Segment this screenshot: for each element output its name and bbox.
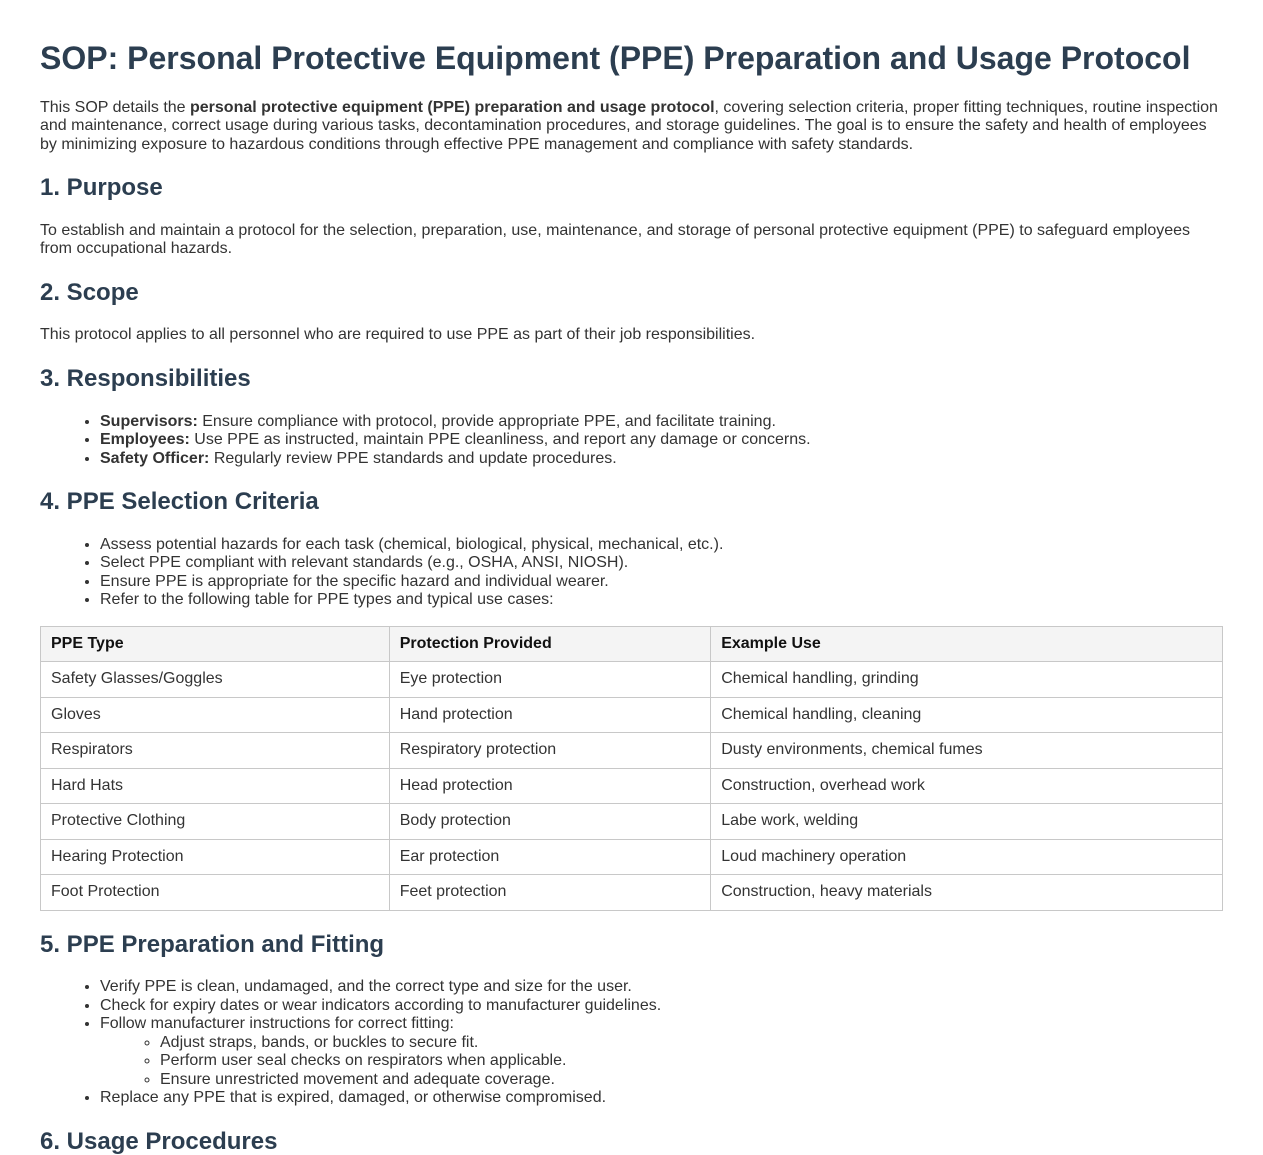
cell-protection: Ear protection: [389, 839, 711, 875]
cell-ppe-type: Foot Protection: [41, 875, 390, 911]
role-text: Use PPE as instructed, maintain PPE cleanliness, and report any damage or concerns.: [189, 431, 811, 449]
scope-paragraph: This protocol applies to all personnel who are required to use PPE as part of their job responsibilities.: [40, 326, 756, 344]
table-row: [41, 768, 1223, 804]
intro-text-post: , covering selection criteria, proper fitting techniques, routine inspection and maintenance, correct usage during various tasks, decontamination procedures, and storage guidelines. The goal is to ensure the safety and health of employees by minimizing exposure to hazardous conditions through effective PPE management and compliance with safety standards.: [40, 98, 1218, 153]
role-text: Regularly review PPE standards and update procedures.: [209, 449, 617, 467]
list-item: • Replace any PPE that is expired, damaged, or otherwise compromised.: [100, 1089, 1223, 1108]
responsibilities-list: [40, 413, 1223, 469]
column-header-ppe-type: PPE Type: [41, 626, 390, 662]
cell-example-use: Construction, overhead work: [711, 768, 1223, 804]
heading-purpose: 1. Purpose: [40, 174, 163, 202]
cell-protection: Head protection: [389, 768, 711, 804]
table-row: [41, 697, 1223, 733]
list-item: [100, 450, 1223, 469]
table-row: [41, 804, 1223, 840]
list-item: • Verify PPE is clean, undamaged, and the correct type and size for the user.: [100, 978, 1223, 997]
cell-ppe-type: Protective Clothing: [41, 804, 390, 840]
cell-ppe-type: Safety Glasses/Goggles: [41, 662, 390, 698]
list-item: • Refer to the following table for PPE types and typical use cases:: [100, 591, 1223, 610]
cell-protection: Respiratory protection: [389, 733, 711, 769]
fitting-sub-list: [100, 1034, 1223, 1090]
cell-protection: Body protection: [389, 804, 711, 840]
cell-example-use: Labe work, welding: [711, 804, 1223, 840]
selection-criteria-list: [40, 536, 1223, 610]
table-header-row: [41, 626, 1223, 662]
ppe-types-table: [40, 626, 1223, 911]
intro-text-pre: This SOP details the: [40, 98, 190, 116]
column-header-example-use: Example Use: [711, 626, 1223, 662]
cell-example-use: Dusty environments, chemical fumes: [711, 733, 1223, 769]
purpose-paragraph: To establish and maintain a protocol for the selection, preparation, use, maintenance, and storage of personal protective equipment (PPE) to safeguard employees from occupational hazards.: [40, 221, 1191, 258]
role-label: Safety Officer:: [100, 449, 210, 467]
heading-scope: 2. Scope: [40, 278, 139, 306]
role-label: Supervisors:: [100, 412, 198, 430]
cell-example-use: Chemical handling, cleaning: [711, 697, 1223, 733]
cell-protection: Hand protection: [389, 697, 711, 733]
sub-list-item: ◦ Perform user seal checks on respirators when applicable.: [160, 1052, 1223, 1071]
table-row: [41, 839, 1223, 875]
cell-ppe-type: Gloves: [41, 697, 390, 733]
list-item-text: Follow manufacturer instructions for correct fitting:: [100, 1015, 454, 1033]
cell-protection: Eye protection: [389, 662, 711, 698]
cell-ppe-type: Respirators: [41, 733, 390, 769]
table-row: [41, 733, 1223, 769]
list-item: • Ensure PPE is appropriate for the specific hazard and individual wearer.: [100, 573, 1223, 592]
sub-list-item: ◦ Adjust straps, bands, or buckles to secure fit.: [160, 1034, 1223, 1053]
column-header-protection: Protection Provided: [389, 626, 711, 662]
table-row: [41, 875, 1223, 911]
page-title: SOP: Personal Protective Equipment (PPE) Preparation and Usage Protocol: [40, 40, 1191, 76]
cell-example-use: Loud machinery operation: [711, 839, 1223, 875]
list-item: [100, 413, 1223, 432]
heading-responsibilities: 3. Responsibilities: [40, 364, 251, 392]
list-item: • Select PPE compliant with relevant standards (e.g., OSHA, ANSI, NIOSH).: [100, 554, 1223, 573]
sub-list-item: ◦ Ensure unrestricted movement and adequate coverage.: [160, 1071, 1223, 1090]
list-item: • Check for expiry dates or wear indicators according to manufacturer guidelines.: [100, 997, 1223, 1016]
list-item: • Assess potential hazards for each task (chemical, biological, physical, mechanical, etc.).: [100, 536, 1223, 555]
list-item: [100, 431, 1223, 450]
cell-protection: Feet protection: [389, 875, 711, 911]
heading-usage-procedures: 6. Usage Procedures: [40, 1127, 278, 1155]
cell-ppe-type: Hard Hats: [41, 768, 390, 804]
intro-text-bold: personal protective equipment (PPE) preparation and usage protocol: [190, 98, 715, 116]
table-row: [41, 662, 1223, 698]
cell-example-use: Construction, heavy materials: [711, 875, 1223, 911]
heading-preparation-fitting: 5. PPE Preparation and Fitting: [40, 930, 385, 958]
preparation-fitting-list: [40, 978, 1223, 1108]
cell-example-use: Chemical handling, grinding: [711, 662, 1223, 698]
list-item: [100, 1015, 1223, 1089]
role-label: Employees:: [100, 431, 190, 449]
cell-ppe-type: Hearing Protection: [41, 839, 390, 875]
intro-paragraph: [40, 99, 1223, 155]
heading-selection-criteria: 4. PPE Selection Criteria: [40, 488, 319, 516]
role-text: Ensure compliance with protocol, provide appropriate PPE, and facilitate training.: [197, 412, 776, 430]
